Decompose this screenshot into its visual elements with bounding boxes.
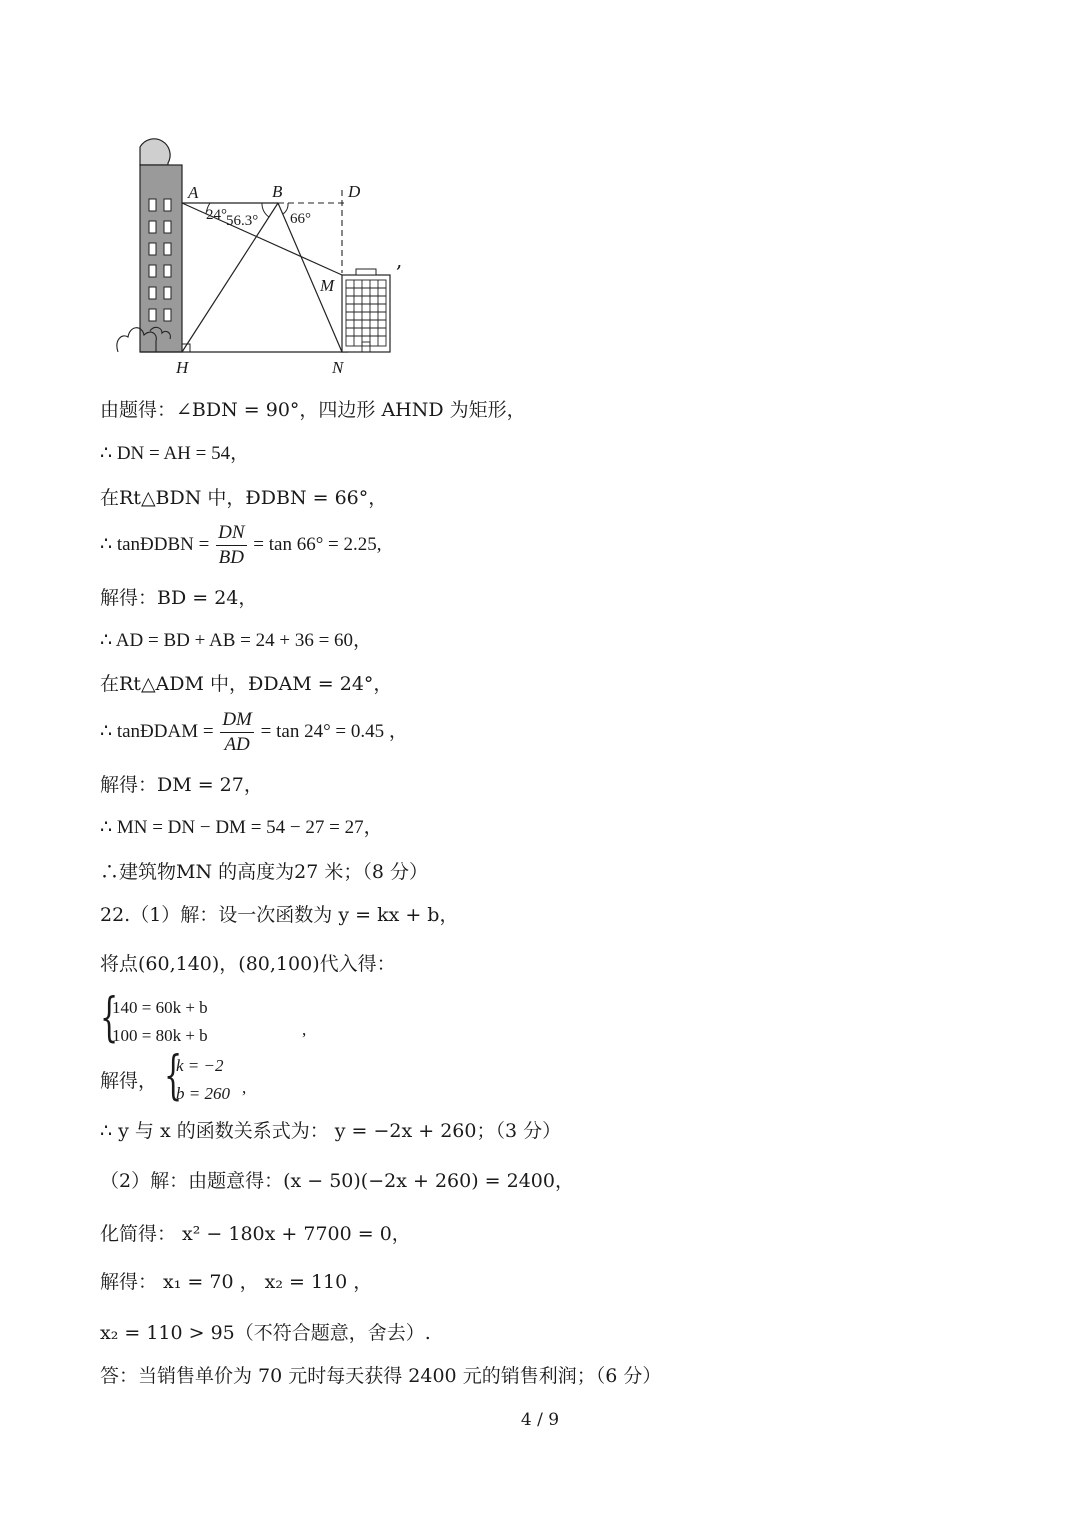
- text-line-16: （2）解：由题意得：(x − 50)(−2x + 260) = 2400，: [100, 1170, 574, 1192]
- text-line-13: 将点(60,140)，(80,100)代入得：: [100, 953, 396, 975]
- text-line-10: ∴ MN = DN − DM = 54 − 27 = 27，: [100, 817, 383, 838]
- l4-prefix: ∴ tanÐDBN =: [100, 533, 210, 555]
- angle-label-24: 24°: [206, 207, 227, 223]
- text-line-20: 答：当销售单价为 70 元时每天获得 2400 元的销售利润；（6 分）: [100, 1365, 662, 1387]
- equation-system-2: [164, 1046, 274, 1110]
- fraction-denominator: BD: [218, 547, 244, 568]
- brace-left: {: [164, 1046, 183, 1106]
- system-rows: [112, 994, 208, 1050]
- fraction-denominator: AD: [224, 734, 250, 755]
- text-line-15: ∴ y 与 x 的函数关系式为： y = −2x + 260；（3 分）: [100, 1120, 562, 1142]
- text-line-6: ∴ AD = BD + AB = 24 + 36 = 60，: [100, 630, 373, 651]
- text-line-8: [100, 708, 408, 757]
- system-rows: [176, 1052, 230, 1108]
- fraction-dm-ad: [220, 708, 254, 757]
- angle-label-66: 66°: [290, 211, 311, 227]
- l8-prefix: ∴ tanÐDAM =: [100, 720, 214, 742]
- brace-left: {: [100, 988, 119, 1048]
- fraction-numerator: DN: [216, 521, 246, 546]
- text-line-1: 由题得：∠BDN = 90°，四边形 AHND 为矩形，: [100, 399, 526, 421]
- text-line-9: 解得：DM = 27，: [100, 774, 263, 796]
- label-d: D: [348, 182, 361, 201]
- angle-arc-b2: [283, 203, 288, 214]
- text-line-7: 在Rt△ADM 中，ÐDAM = 24°，: [100, 673, 393, 695]
- dome-shape: [140, 139, 170, 165]
- label-h: H: [176, 358, 189, 377]
- text-line-5: 解得：BD = 24，: [100, 587, 258, 609]
- system-row-1: k = −2: [176, 1056, 224, 1075]
- fraction-dn-bd: [216, 521, 246, 570]
- text-line-11: ∴建筑物MN 的高度为27 米；（8 分）: [100, 861, 428, 883]
- system-row-1: 140 = 60k + b: [112, 998, 208, 1017]
- tall-building: [140, 165, 182, 352]
- figure-trailing-comma: ,: [396, 248, 403, 272]
- text-line-3: 在Rt△BDN 中，ÐDBN = 66°，: [100, 487, 388, 509]
- text-line-4: [100, 521, 382, 570]
- text-line-12: 22.（1）解：设一次函数为 y = kx + b，: [100, 904, 459, 926]
- text-line-2: ∴ DN = AH = 54，: [100, 443, 250, 464]
- system-row-2: b = 260: [176, 1084, 230, 1103]
- text-line-18: 解得： x₁ = 70 ， x₂ = 110 ，: [100, 1271, 373, 1293]
- angle-arc-b1: [262, 203, 269, 217]
- equation-system-1: [100, 988, 320, 1052]
- system-trailing-comma: ,: [302, 1020, 307, 1039]
- l8-suffix: = tan 24° = 0.45 ，: [260, 720, 408, 742]
- l4-suffix: = tan 66° = 2.25,: [253, 533, 382, 555]
- label-a: A: [188, 183, 199, 202]
- angle-label-56: 56.3°: [226, 213, 259, 229]
- text-line-17: 化简得： x² − 180x + 7700 = 0，: [100, 1223, 411, 1245]
- short-building: [342, 275, 390, 352]
- system-row-2: 100 = 80k + b: [112, 1026, 208, 1045]
- page-number: 4 / 9: [520, 1410, 560, 1430]
- label-n: N: [332, 358, 344, 377]
- building-diagram: [110, 135, 420, 380]
- label-b: B: [272, 182, 283, 201]
- system-trailing-comma: ,: [242, 1078, 247, 1097]
- text-line-14: 解得，: [100, 1070, 158, 1092]
- label-m: M: [320, 276, 335, 295]
- geometry-figure: [110, 135, 420, 380]
- text-line-19: x₂ = 110 > 95（不符合题意，舍去）.: [100, 1322, 431, 1344]
- fraction-numerator: DM: [220, 708, 254, 733]
